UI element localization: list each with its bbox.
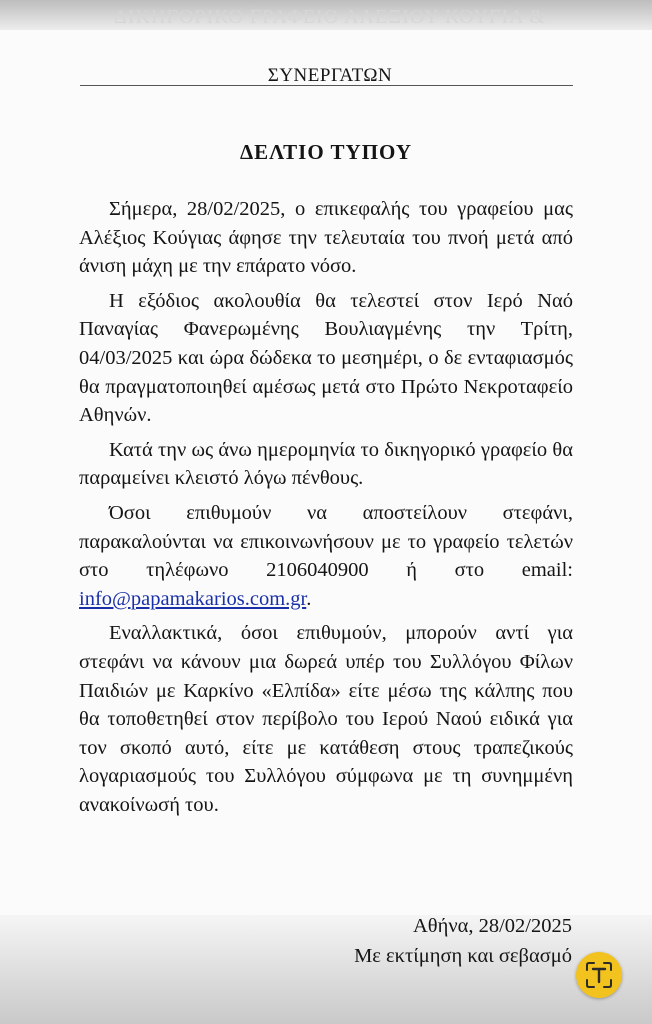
paragraph-announcement: Σήμερα, 28/02/2025, ο επικεφαλής του γραφείου μας Αλέξιος Κούγιας άφησε την τελευταία του πνοή μετά από άνιση μάχη με την επάρατο νόσο. bbox=[79, 198, 573, 278]
paragraph-funeral: Η εξόδιος ακολουθία θα τελεστεί στον Ιερό Ναό Παναγίας Φανερωμένης Βουλιαγμένης την Τρίτη, 04/03/2025 και ώρα δώδεκα το μεσημέρι, ο δε ενταφιασμός θα πραγματοποιηθεί αμέσως μετά στο Πρώτο Νεκροταφείο Αθηνών. bbox=[79, 289, 573, 427]
paragraph-wreaths bbox=[79, 499, 573, 613]
closing-line: Με εκτίμηση και σεβασμό bbox=[354, 945, 572, 967]
document-body bbox=[79, 195, 573, 825]
document-title: ΔΕΛΤΙΟ ΤΥΠΟΥ bbox=[239, 140, 413, 164]
wreaths-end: . bbox=[306, 587, 312, 610]
wreaths-text: Όσοι επιθυμούν να αποστείλουν στεφάνι, παρακαλούνται να επικοινωνήσουν με το γραφείο τελετών στο τηλέφωνο 2106040900 ή στο email: bbox=[79, 501, 573, 582]
paragraph-office-closed: Κατά την ως άνω ημερομηνία το δικηγορικό γραφείο θα παραμείνει κλειστό λόγω πένθους. bbox=[79, 438, 573, 490]
text-recognition-icon bbox=[584, 960, 614, 990]
document-page bbox=[0, 30, 652, 915]
letterhead-line-2: ΣΥΝΕΡΓΑΤΩΝ bbox=[267, 65, 393, 86]
header-divider bbox=[80, 85, 573, 86]
place-date: Αθήνα, 28/02/2025 bbox=[413, 915, 572, 937]
text-recognition-button[interactable] bbox=[576, 952, 622, 998]
letterhead-line-1: ΔΙΚΗΓΟΡΙΚΟ ΓΡΑΦΕΙΟ ΑΛΕΞΙΟΥ ΚΟΥΓΙΑ & bbox=[114, 6, 546, 28]
email-link[interactable]: info@papamakarios.com.gr bbox=[79, 587, 307, 610]
paragraph-donation: Εναλλακτικά, όσοι επιθυμούν, μπορούν αντί για στεφάνι να κάνουν μια δωρεά υπέρ του Συλλόγου Φίλων Παιδιών με Καρκίνο «Ελπίδα» είτε μέσω της κάλπης που θα τοποθετηθεί στον περίβολο του Ιερού Ναού ειδικά για τον σκοπό αυτό, είτε με κατάθεση στους τραπεζικούς λογαριασμούς του Συλλόγου σύμφωνα με τη συνημμένη ανακοίνωσή του. bbox=[79, 622, 573, 816]
